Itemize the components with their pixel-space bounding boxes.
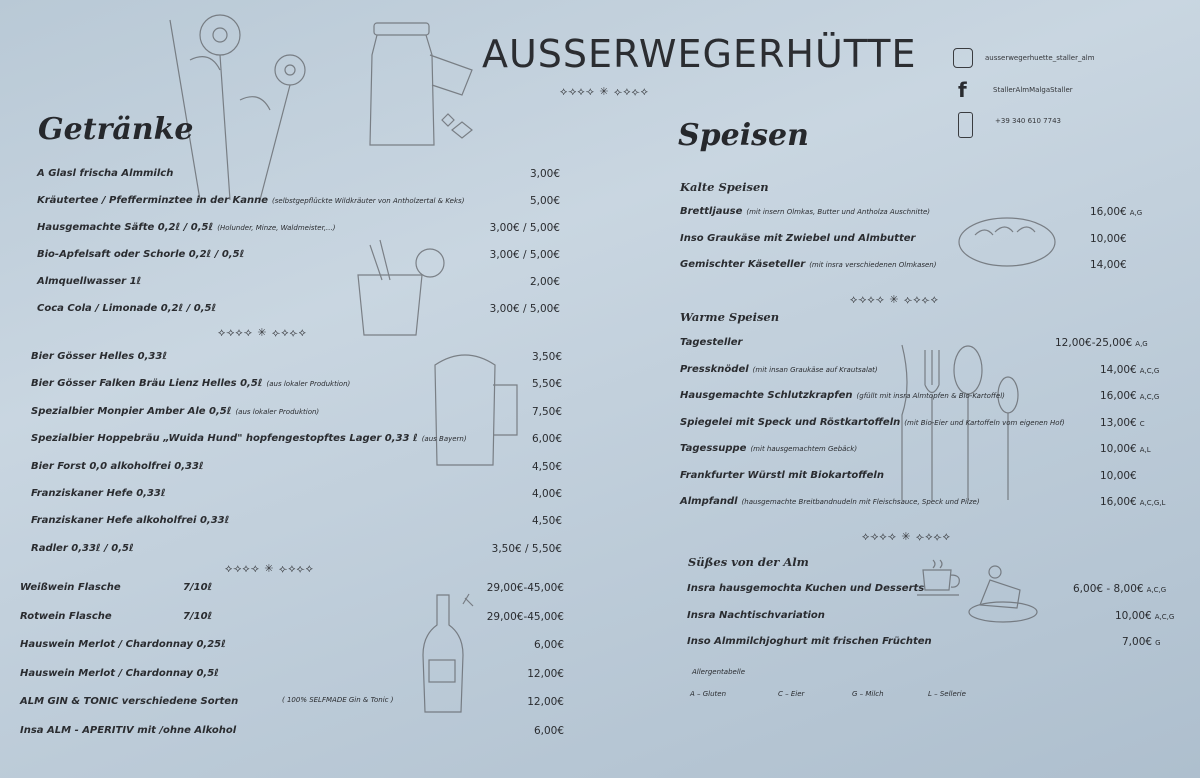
menu-item-name: Gemischter Käseteller [680, 259, 806, 270]
menu-item-name: Brettljause [680, 206, 743, 217]
menu-item-row [687, 583, 924, 594]
menu-item-price: 6,00€ [533, 724, 564, 737]
allergen-codes: A,C,G [1154, 612, 1175, 621]
menu-item-name: Spezialbier Monpier Amber Ale 0,5ℓ [31, 405, 232, 417]
menu-item-note: (mit insern Olmkas, Butter und Antholza Auschnitte) [746, 208, 930, 216]
menu-item-name: Insra hausgemochta Kuchen und Desserts [687, 583, 925, 594]
menu-item-name: Almquellwasser 1ℓ [37, 276, 142, 287]
menu-item-row [680, 337, 742, 348]
price-value: 10,00€ [1115, 609, 1152, 622]
menu-item-row [680, 259, 936, 270]
cocktail-glass-sketch [350, 235, 450, 340]
allergen-codes: A,C,G [1139, 393, 1160, 401]
allergen-item: G – Milch [852, 690, 884, 698]
food-divider-1: ⟡⟢⟡⟢ ✳ ⟣⟡⟣⟡ [850, 293, 939, 306]
phone-number: +39 340 610 7743 [995, 117, 1061, 125]
menu-item-name: Hauswein Merlot / Chardonnay 0,5ℓ [20, 667, 219, 679]
price-value: 12,00€-25,00€ [1055, 337, 1133, 349]
menu-item-row [680, 443, 857, 454]
menu-item-price [1055, 337, 1148, 349]
allergen-title: Allergentabelle [692, 668, 746, 676]
menu-item-price: 6,00€ [533, 639, 564, 651]
price-value: 10,00€ [1100, 469, 1137, 482]
menu-item-name: Hausgemachte Schlutzkrapfen [680, 390, 853, 401]
menu-item-price: 3,00€ / 5,00€ [489, 249, 560, 261]
menu-item-row [37, 168, 173, 179]
menu-item-note: (mit insan Graukäse auf Krautsalat) [752, 365, 878, 374]
menu-item-price [1090, 259, 1127, 271]
sweet-dishes-title: Süßes von der Alm [688, 555, 809, 569]
menu-item-row [20, 582, 121, 593]
menu-item-row [37, 303, 216, 314]
menu-item-note: (aus lokaler Produktion) [266, 380, 351, 389]
menu-item-row [680, 496, 980, 507]
menu-item-price: 3,50€ / 5,50€ [491, 542, 562, 555]
menu-item-name: Pressknödel [680, 363, 749, 375]
menu-item-row [680, 206, 930, 217]
menu-item-row [20, 668, 219, 679]
menu-item-price: 4,50€ [531, 515, 562, 528]
menu-item-name: A Glasl frischa Almmilch [37, 168, 174, 179]
menu-item-price [1090, 233, 1127, 245]
bread-sketch [955, 210, 1060, 270]
menu-item-price: 7,50€ [531, 405, 562, 418]
facebook-handle: StallerAlmMalgaStaller [993, 86, 1073, 94]
menu-item-price [1115, 610, 1174, 622]
menu-item-row [31, 378, 350, 389]
menu-item-row [31, 515, 229, 526]
menu-item-row [20, 611, 112, 622]
wine-bottle-sketch [415, 590, 475, 715]
menu-item-size: ( 100% SELFMADE Gin & Tonic ) [282, 696, 394, 704]
price-value: 16,00€ [1100, 496, 1137, 508]
restaurant-title: AUSSERWEGERHÜTTE [482, 32, 917, 76]
menu-item-note: (mit insra verschiedenen Olmkasen) [809, 261, 937, 269]
menu-item-row [20, 725, 236, 736]
warm-dishes-title: Warme Speisen [680, 310, 780, 324]
facebook-icon: f [958, 78, 967, 102]
menu-item-row [31, 488, 166, 499]
menu-item-price: 6,00€ [531, 433, 562, 446]
allergen-codes: A,C,G [1139, 366, 1160, 375]
menu-item-price [1100, 364, 1159, 376]
menu-item-name: Inso Almmilchjoghurt mit frischen Früchten [687, 636, 932, 647]
menu-item-name: Tagesteller [680, 337, 743, 348]
menu-item-row [20, 696, 238, 707]
milk-jug-sketch [362, 15, 482, 150]
menu-item-row [680, 364, 878, 375]
menu-item-row [37, 276, 141, 287]
menu-item-price [1073, 583, 1166, 595]
price-value: 14,00€ [1090, 259, 1127, 271]
menu-item-row [680, 470, 884, 481]
menu-item-price: 3,00€ [529, 168, 560, 180]
menu-item-row [680, 233, 915, 244]
menu-item-price [1100, 470, 1137, 482]
menu-item-price: 5,00€ [529, 195, 560, 207]
price-value: 10,00€ [1100, 443, 1137, 455]
menu-item-row [680, 390, 1005, 401]
menu-item-price [1122, 636, 1161, 648]
allergen-item: C – Eier [778, 690, 805, 698]
price-value: 7,00€ [1122, 636, 1153, 648]
menu-item-name: Franziskaner Hefe 0,33ℓ [31, 488, 166, 499]
menu-item-size: 7/10ℓ [183, 610, 213, 622]
price-value: 10,00€ [1090, 232, 1127, 245]
allergen-codes: A,G [1135, 340, 1148, 348]
menu-item-row [37, 249, 244, 260]
menu-item-name: ALM GIN & TONIC verschiedene Sorten [20, 696, 239, 707]
menu-item-note: (gfüllt mit insra Almtopfen & Bio-Kartoffel) [856, 392, 1005, 400]
allergen-codes: G [1155, 639, 1161, 647]
cake-sketch [965, 560, 1040, 625]
menu-item-name: Tagessuppe [680, 443, 747, 454]
menu-item-price: 4,50€ [531, 460, 562, 473]
menu-item-name: Spiegelei mit Speck und Röstkartoffeln [680, 416, 901, 428]
menu-item-price [1100, 443, 1151, 455]
menu-item-price: 5,50€ [531, 378, 562, 391]
price-value: 14,00€ [1100, 363, 1137, 376]
menu-item-name: Bio-Apfelsaft oder Schorle 0,2ℓ / 0,5ℓ [37, 249, 245, 260]
menu-item-note: (aus Bayern) [421, 435, 467, 444]
menu-item-name: Rotwein Flasche [20, 610, 112, 622]
allergen-codes: A,C,G [1146, 586, 1167, 594]
menu-item-price: 29,00€-45,00€ [486, 610, 564, 623]
instagram-icon [953, 48, 973, 68]
menu-item-note: (mit Bio-Eier und Kartoffeln vom eigenen Hof) [904, 418, 1065, 427]
price-value: 13,00€ [1100, 416, 1137, 429]
menu-item-name: Almpfandl [680, 496, 738, 507]
menu-item-row [31, 406, 319, 417]
menu-item-name: Insra Nachtischvariation [687, 609, 825, 621]
menu-item-price: 3,50€ [531, 351, 562, 363]
menu-item-price: 29,00€-45,00€ [486, 582, 564, 594]
allergen-codes: A,C,G,L [1139, 499, 1166, 507]
drinks-heading: Getränke [38, 112, 194, 147]
instagram-handle: ausserwegerhuette_staller_alm [985, 54, 1095, 62]
food-heading: Speisen [678, 118, 809, 153]
menu-item-row [31, 543, 134, 554]
menu-item-name: Hauswein Merlot / Chardonnay 0,25ℓ [20, 639, 226, 650]
price-value: 6,00€ - 8,00€ [1073, 583, 1144, 595]
price-value: 16,00€ [1090, 206, 1127, 218]
beer-mug-sketch [425, 345, 525, 470]
menu-item-price: 2,00€ [529, 276, 560, 288]
menu-item-row [20, 639, 226, 650]
menu-item-name: Kräutertee / Pfefferminztee in der Kanne [37, 195, 269, 206]
menu-item-row [687, 636, 932, 647]
menu-item-price: 3,00€ / 5,00€ [489, 222, 560, 234]
menu-item-size: 7/10ℓ [183, 582, 213, 593]
menu-item-note: (aus lokaler Produktion) [235, 407, 320, 416]
allergen-item: L – Sellerie [928, 690, 966, 698]
drinks-divider-1: ⟡⟢⟡⟢ ✳ ⟣⟡⟣⟡ [218, 326, 307, 339]
menu-item-price: 4,00€ [531, 488, 562, 500]
menu-item-name: Insa ALM - APERITIV mit /ohne Alkohol [20, 724, 237, 736]
menu-item-row [37, 195, 464, 206]
menu-item-name: Spezialbier Hoppebräu „Wuida Hund" hopfengestopftes Lager 0,33 ℓ [31, 433, 418, 445]
price-value: 16,00€ [1100, 390, 1137, 402]
menu-item-price: 12,00€ [527, 667, 564, 680]
menu-item-price [1100, 496, 1165, 508]
menu-item-row [31, 461, 204, 472]
allergen-codes: A,L [1139, 446, 1151, 454]
menu-item-name: Coca Cola / Limonade 0,2ℓ / 0,5ℓ [37, 303, 217, 314]
allergen-item: A – Gluten [690, 690, 727, 698]
menu-item-note: (Holunder, Minze, Waldmeister,...) [217, 224, 336, 232]
menu-item-name: Inso Graukäse mit Zwiebel und Almbutter [680, 232, 916, 244]
cold-dishes-title: Kalte Speisen [680, 180, 769, 194]
phone-icon [958, 112, 973, 138]
menu-item-name: Bier Gösser Helles 0,33ℓ [31, 351, 168, 362]
menu-item-name: Franziskaner Hefe alkoholfrei 0,33ℓ [31, 515, 230, 527]
menu-item-price [1100, 417, 1145, 429]
menu-item-name: Weißwein Flasche [20, 582, 121, 593]
menu-item-price [1100, 390, 1159, 402]
menu-item-note: (selbstgepflückte Wildkräuter von Antholzertal & Keks) [272, 197, 465, 205]
menu-item-price [1090, 206, 1142, 218]
drinks-divider-2: ⟡⟢⟡⟢ ✳ ⟣⟡⟣⟡ [225, 562, 314, 575]
menu-item-name: Bier Forst 0,0 alkoholfrei 0,33ℓ [31, 460, 204, 472]
menu-item-row [680, 417, 1065, 428]
menu-item-row [31, 351, 167, 362]
title-divider: ⟡⟢⟡⟢ ✳ ⟣⟡⟣⟡ [560, 85, 649, 98]
food-divider-2: ⟡⟢⟡⟢ ✳ ⟣⟡⟣⟡ [862, 530, 951, 543]
allergen-codes: C [1139, 419, 1145, 428]
menu-item-name: Frankfurter Würstl mit Biokartoffeln [680, 469, 884, 481]
menu-item-name: Radler 0,33ℓ / 0,5ℓ [31, 542, 134, 554]
menu-item-note: (hausgemachte Breitbandnudeln mit Fleischsauce, Speck und Pilze) [741, 498, 980, 506]
menu-item-row [31, 433, 467, 444]
menu-item-name: Bier Gösser Falken Bräu Lienz Helles 0,5ℓ [31, 378, 263, 390]
allergen-codes: A,G [1129, 209, 1143, 217]
menu-item-price: 12,00€ [527, 696, 564, 708]
menu-item-price: 3,00€ / 5,00€ [489, 303, 560, 315]
menu-item-row [687, 610, 825, 621]
menu-item-row [37, 222, 335, 233]
menu-item-name: Hausgemachte Säfte 0,2ℓ / 0,5ℓ [37, 222, 214, 233]
menu-item-note: (mit hausgemachtem Gebäck) [750, 445, 858, 453]
